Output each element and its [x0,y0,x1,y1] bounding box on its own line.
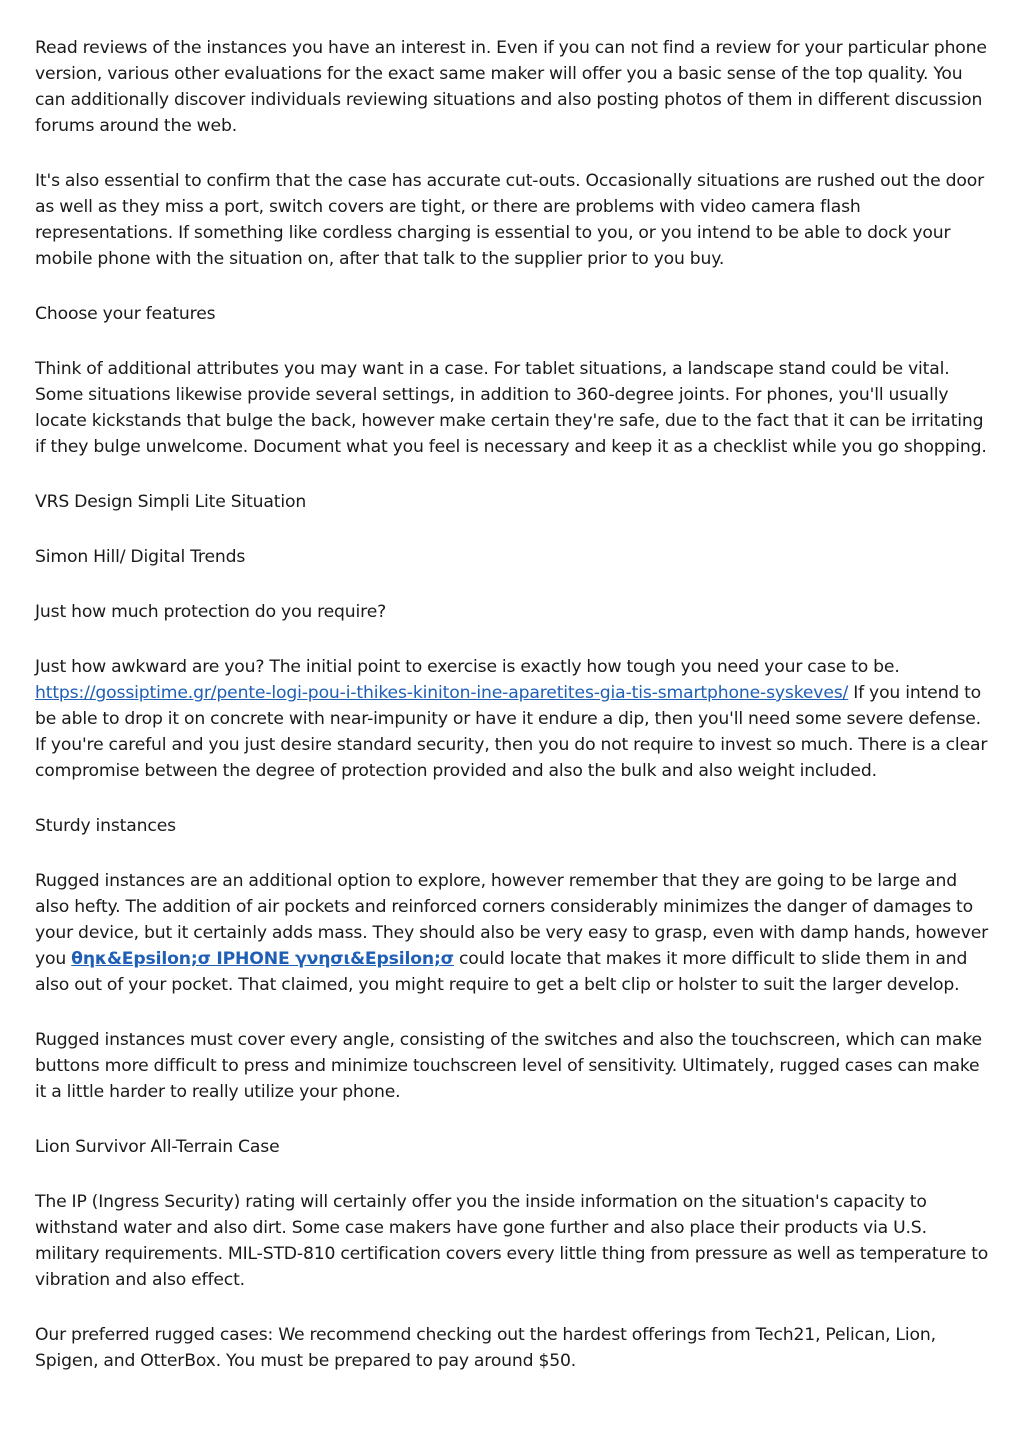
paragraph-ip-rating: The IP (Ingress Security) rating will certainly offer you the inside information on the situation's capacity to withstand water and also dirt. Some case makers have gone further and also place their products via U.S. military requirements. MIL-STD-810 certification covers every little thing from pressure as well as temperature to vibration and also effect. [35,1192,989,1290]
article-body [35,35,993,1403]
heading-protection: Just how much protection do you require? [35,602,387,622]
heading-sturdy-instances: Sturdy instances [35,816,176,836]
paragraph-protection [35,654,993,784]
paragraph-protection-text-end: If you intend to be able to drop it on concrete with near-impunity or have it endure a dip, then you'll need some severe defense. If you're careful and you just desire standard security, then you do not require to invest so much. There is a clear compromise between the degree of protection provided and also the bulk and also weight included. [35,683,988,781]
paragraph-cutouts: It's also essential to confirm that the case has accurate cut-outs. Occasionally situations are rushed out the door as well as they miss a port, switch covers are tight, or there are problems with video camera flash representations. If something like cordless charging is essential to you, or you intend to be able to dock your mobile phone with the situation on, after that talk to the supplier prior to you buy. [35,171,984,269]
paragraph-rugged-text-start: Rugged instances are an additional option to explore, however remember that they are going to be large and also hefty. The addition of air pockets and reinforced corners considerably minimizes the danger of damages to your device, but it certainly adds mass. They should also be very easy to grasp, even with damp hands, however you [35,871,989,969]
heading-choose-features: Choose your features [35,304,216,324]
paragraph-protection-text-start: Just how awkward are you? The initial point to exercise is exactly how tough you need your case to be. [35,657,900,677]
caption-lion-survivor: Lion Survivor All-Terrain Case [35,1137,280,1157]
paragraph-rugged-coverage: Rugged instances must cover every angle, consisting of the switches and also the touchscreen, which can make buttons more difficult to press and minimize touchscreen level of sensitivity. Ultimately, rugged cases can make it a little harder to really utilize your phone. [35,1030,982,1102]
paragraph-features: Think of additional attributes you may want in a case. For tablet situations, a landscape stand could be vital. Some situations likewise provide several settings, in addition to 360-degree joints. For phones, you'll usually locate kickstands that bulge the back, however make certain they're safe, due to the fact that it can be irritating if they bulge unwelcome. Document what you feel is necessary and keep it as a checklist while you go shopping. [35,359,987,457]
gossiptime-link[interactable]: https://gossiptime.gr/pente-logi-pou-i-thikes-kiniton-ine-aparetites-gia-tis-smartphone-syskeves/ [35,683,849,703]
paragraph-rugged-text-end: could locate that makes it more difficult to slide them in and also out of your pocket. That claimed, you might require to get a belt clip or holster to suit the larger develop. [35,949,968,995]
caption-vrs-design: VRS Design Simpli Lite Situation [35,492,307,512]
iphone-cases-link[interactable]: θηκ&Epsilon;σ IPHONE γνησι&Epsilon;σ [71,949,454,969]
paragraph-rugged [35,868,993,998]
caption-credit: Simon Hill/ Digital Trends [35,547,246,567]
paragraph-preferred-cases: Our preferred rugged cases: We recommend checking out the hardest offerings from Tech21, Pelican, Lion, Spigen, and OtterBox. You must be prepared to pay around $50. [35,1325,936,1371]
paragraph-reviews: Read reviews of the instances you have an interest in. Even if you can not find a review for your particular phone version, various other evaluations for the exact same maker will offer you a basic sense of the top quality. You can additionally discover individuals reviewing situations and also posting photos of them in different discussion forums around the web. [35,38,987,136]
